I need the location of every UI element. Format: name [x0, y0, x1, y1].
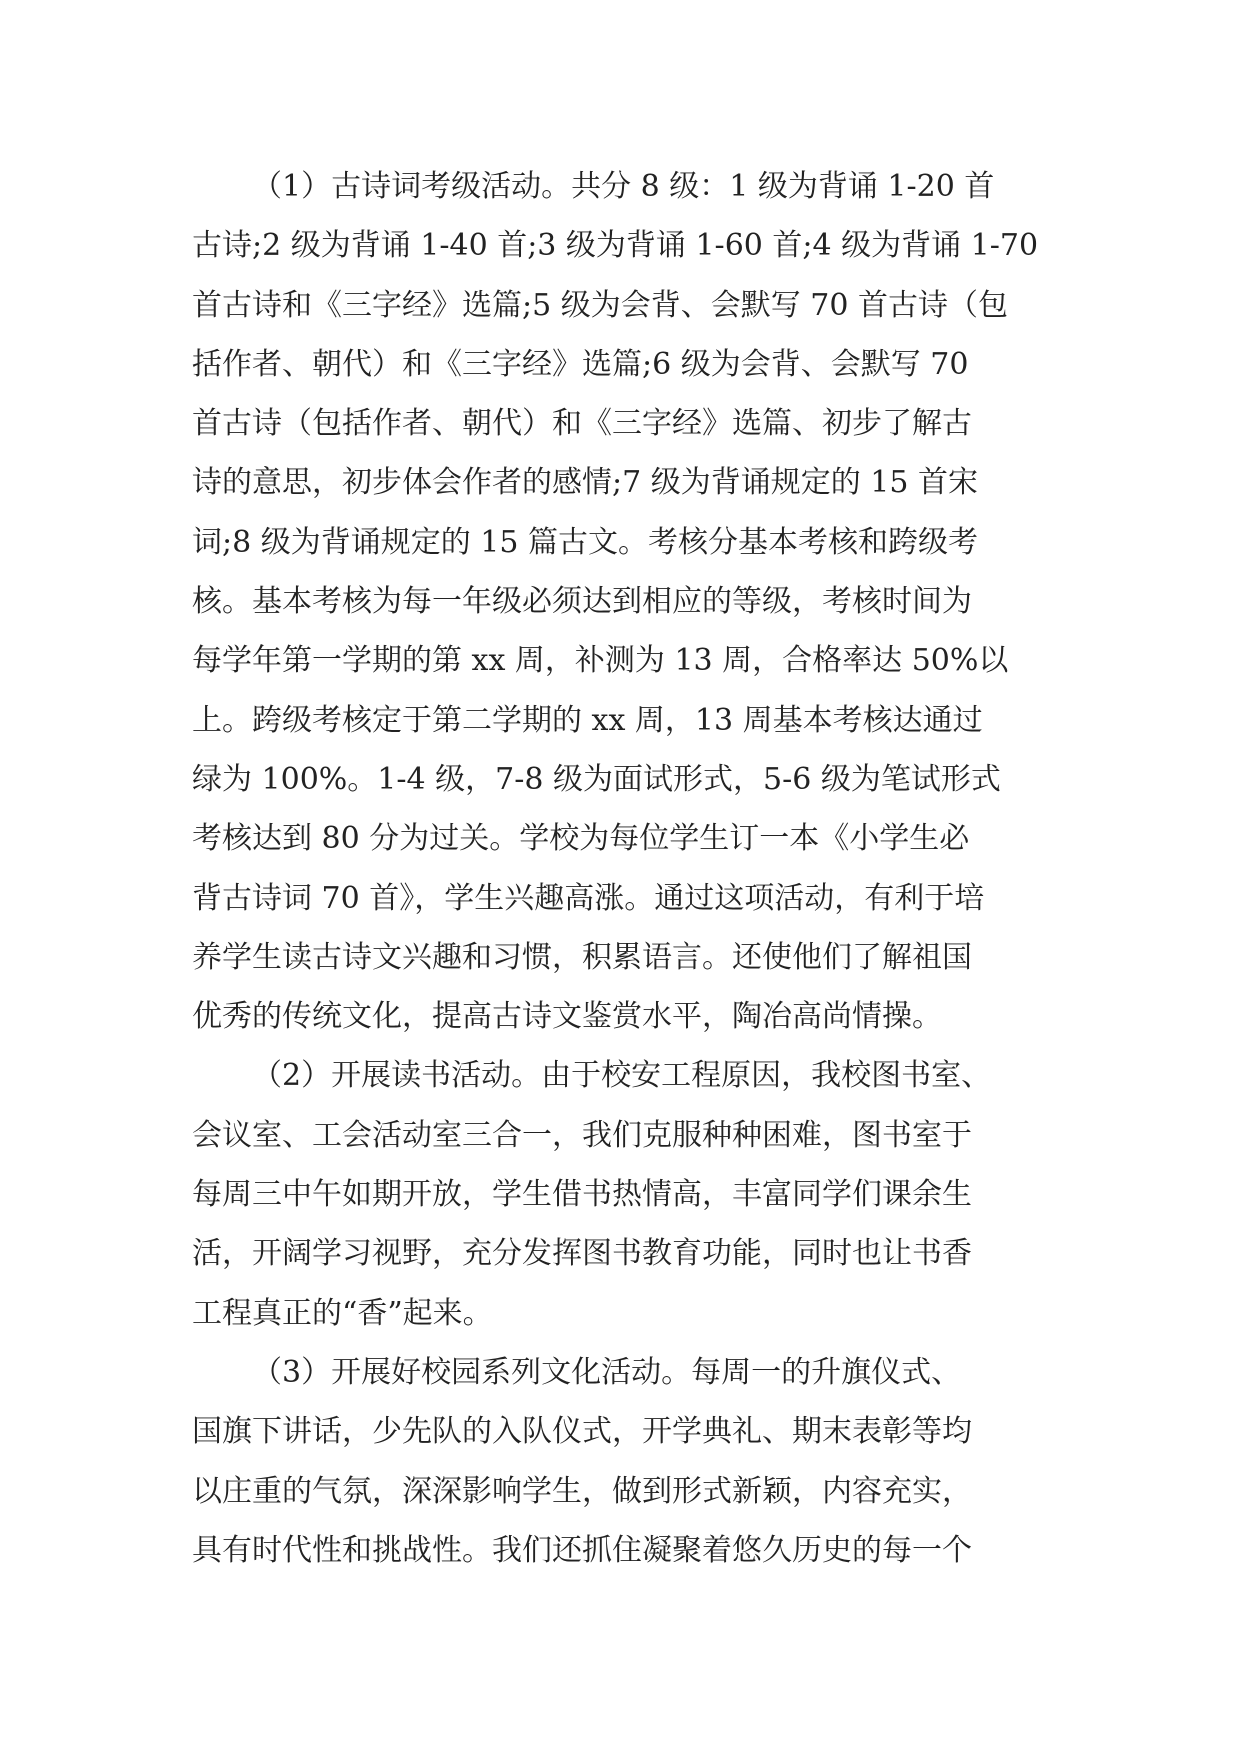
paragraph-1-line: 每学年第一学期的第 xx 周，补测为 13 周，合格率达 50%以: [192, 643, 1009, 679]
paragraph-1-line: 括作者、朝代）和《三字经》选篇;6 级为会背、会默写 70: [192, 346, 969, 382]
paragraph-2-line: 工程真正的“香”起来。: [192, 1295, 493, 1331]
paragraph-1-line: 首古诗（包括作者、朝代）和《三字经》选篇、初步了解古: [192, 406, 972, 442]
paragraph-2-line: 每周三中午如期开放，学生借书热情高，丰富同学们课余生: [192, 1177, 972, 1213]
paragraph-1-line: 优秀的传统文化，提高古诗文鉴赏水平，陶冶高尚情操。: [192, 999, 942, 1035]
paragraph-3-line: 具有时代性和挑战性。我们还抓住凝聚着悠久历史的每一个: [192, 1532, 972, 1568]
paragraph-3-line: （3）开展好校园系列文化活动。每周一的升旗仪式、: [252, 1354, 962, 1390]
paragraph-2-line: 活，开阔学习视野，充分发挥图书教育功能，同时也让书香: [192, 1236, 972, 1272]
paragraph-1-line: 首古诗和《三字经》选篇;5 级为会背、会默写 70 首古诗（包: [192, 287, 1008, 323]
paragraph-1-line: 背古诗词 70 首》，学生兴趣高涨。通过这项活动，有利于培: [192, 880, 985, 916]
paragraph-3-line: 国旗下讲话，少先队的入队仪式，开学典礼、期末表彰等均: [192, 1414, 972, 1450]
paragraph-2-line: （2）开展读书活动。由于校安工程原因，我校图书室、: [252, 1058, 992, 1094]
paragraph-1-line: （1）古诗词考级活动。共分 8 级：1 级为背诵 1-20 首: [252, 169, 995, 204]
paragraph-1-line: 养学生读古诗文兴趣和习惯，积累语言。还使他们了解祖国: [192, 939, 972, 975]
paragraph-3-line: 以庄重的气氛，深深影响学生，做到形式新颖，内容充实，: [192, 1473, 972, 1509]
paragraph-2-line: 会议室、工会活动室三合一，我们克服种种困难，图书室于: [192, 1117, 972, 1153]
paragraph-1-line: 绿为 100%。1-4 级，7-8 级为面试形式，5-6 级为笔试形式: [192, 761, 1001, 797]
paragraph-1-line: 考核达到 80 分为过关。学校为每位学生订一本《小学生必: [192, 821, 970, 857]
paragraph-1-line: 诗的意思，初步体会作者的感情;7 级为背诵规定的 15 首宋: [192, 465, 978, 501]
paragraph-1-line: 上。跨级考核定于第二学期的 xx 周，13 周基本考核达通过: [192, 702, 983, 738]
paragraph-1-line: 词;8 级为背诵规定的 15 篇古文。考核分基本考核和跨级考: [192, 524, 978, 560]
paragraph-1-line: 古诗;2 级为背诵 1-40 首;3 级为背诵 1-60 首;4 级为背诵 1-70: [192, 228, 1039, 264]
paragraph-1-line: 核。基本考核为每一年级必须达到相应的等级，考核时间为: [192, 584, 972, 620]
body-text: [192, 157, 1072, 1580]
